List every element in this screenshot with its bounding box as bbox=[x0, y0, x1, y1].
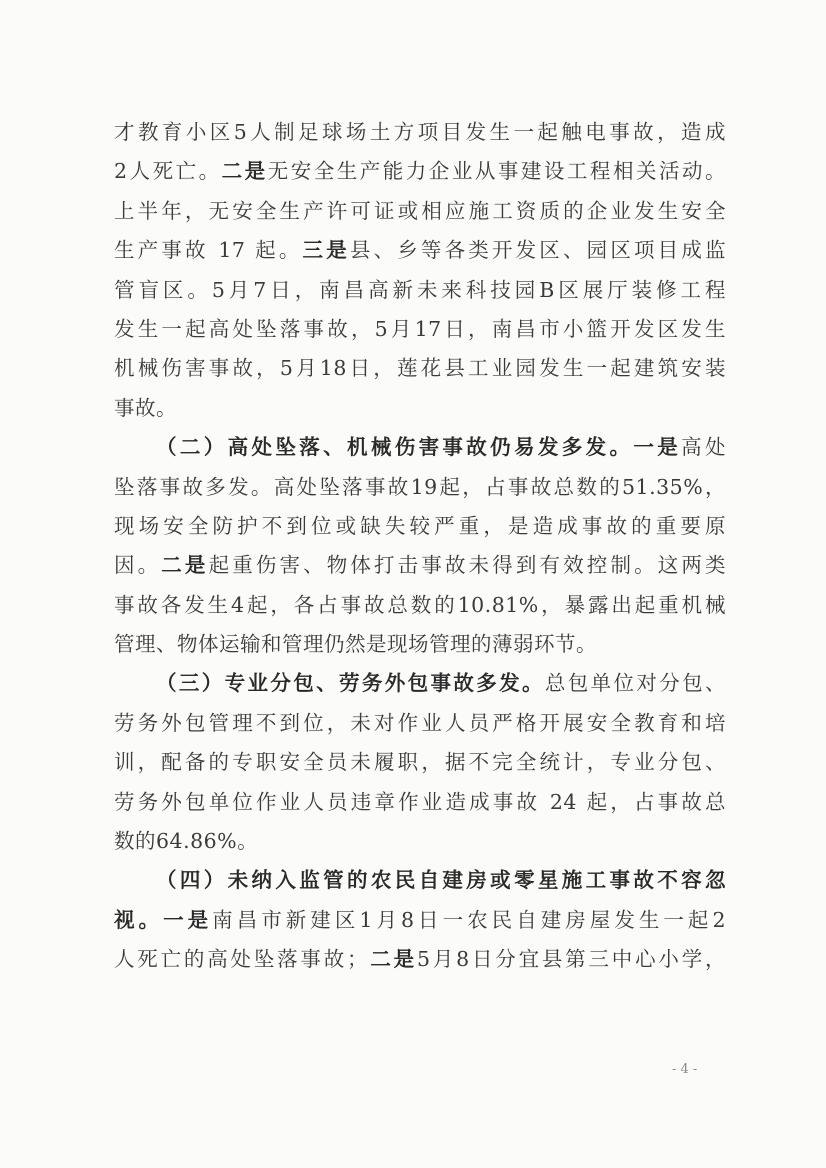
bold-text: 三是 bbox=[302, 238, 350, 263]
text-line bbox=[114, 192, 726, 231]
text-segment: 坠落事故多发。高处坠落事故19起，占事故总数的51.35%， bbox=[114, 474, 726, 499]
text-line bbox=[114, 349, 726, 388]
text-segment: 总包单位对分包、 bbox=[544, 671, 726, 696]
text-segment: 训，配备的专职安全员未履职，据不完全统计，专业分包、 bbox=[114, 750, 726, 775]
text-line bbox=[114, 783, 726, 822]
text-line bbox=[114, 586, 726, 625]
text-line bbox=[114, 113, 726, 152]
text-segment: 劳务外包管理不到位，未对作业人员严格开展安全教育和培 bbox=[114, 710, 726, 735]
bold-text: （三）专业分包、劳务外包事故多发。 bbox=[156, 671, 545, 696]
text-segment: 机械伤害事故，5月18日，莲花县工业园发生一起建筑安装 bbox=[114, 356, 726, 381]
text-segment: 发生一起高处坠落事故，5月17日，南昌市小篮开发区发生 bbox=[114, 316, 726, 341]
text-segment: 5月8日分宜县第三中心小学， bbox=[416, 947, 727, 972]
text-segment: 事故各发生4起，各占事故总数的10.81%，暴露出起重机械 bbox=[114, 592, 726, 617]
bold-text: 一是 bbox=[633, 435, 682, 460]
paragraph-heading-line bbox=[114, 664, 726, 703]
text-segment: 2人死亡。 bbox=[114, 159, 222, 184]
text-segment: 南昌市新建区1月8日一农民自建房屋发生一起2 bbox=[212, 907, 727, 932]
text-segment: 劳务外包单位作业人员违章作业造成事故 24 起，占事故总 bbox=[114, 789, 726, 814]
bold-text: 二是 bbox=[368, 947, 417, 972]
text-line bbox=[114, 310, 726, 349]
text-line bbox=[114, 822, 726, 861]
page-number: - 4 - bbox=[672, 1062, 698, 1077]
text-segment: 现场安全防护不到位或缺失较严重，是造成事故的重要原 bbox=[114, 513, 726, 538]
text-line bbox=[114, 231, 726, 270]
bold-text: 二是 bbox=[221, 159, 268, 184]
bold-text: 二是 bbox=[161, 553, 209, 578]
text-segment: 高处 bbox=[681, 435, 727, 460]
text-segment: 管理、物体运输和管理仍然是现场管理的薄弱环节。 bbox=[114, 632, 597, 657]
text-line bbox=[114, 468, 726, 507]
text-segment: 上半年，无安全生产许可证或相应施工资质的企业发生安全 bbox=[114, 198, 726, 223]
text-segment: 县、乡等各类开发区、园区项目成监 bbox=[349, 238, 727, 263]
document-body bbox=[114, 113, 726, 980]
bold-text: （四）未纳入监管的农民自建房或零星施工事故不容忽 bbox=[156, 868, 726, 893]
text-line bbox=[114, 389, 726, 428]
text-line bbox=[114, 704, 726, 743]
paragraph-heading-line bbox=[114, 861, 726, 900]
text-line bbox=[114, 271, 726, 310]
text-line bbox=[114, 901, 726, 940]
text-line bbox=[114, 940, 726, 979]
text-line bbox=[114, 546, 726, 585]
text-segment: 无安全生产能力企业从事建设工程相关活动。 bbox=[267, 159, 727, 184]
text-segment: 管盲区。5月7日，南昌高新未来科技园B区展厅装修工程 bbox=[114, 277, 726, 302]
text-segment: 数的64.86%。 bbox=[114, 829, 259, 854]
text-segment: 生产事故 17 起。 bbox=[114, 238, 303, 263]
text-line bbox=[114, 507, 726, 546]
text-segment: 因。 bbox=[114, 553, 162, 578]
text-line bbox=[114, 152, 726, 191]
text-segment: 事故。 bbox=[114, 395, 177, 420]
text-segment: 才教育小区5人制足球场土方项目发生一起触电事故，造成 bbox=[114, 120, 726, 144]
text-segment: 人死亡的高处坠落事故； bbox=[114, 947, 369, 972]
text-line bbox=[114, 625, 726, 664]
bold-text: （二）高处坠落、机械伤害事故仍易发多发。 bbox=[156, 435, 634, 460]
text-line bbox=[114, 743, 726, 782]
text-segment: 起重伤害、物体打击事故未得到有效控制。这两类 bbox=[208, 553, 727, 578]
paragraph-heading-line bbox=[114, 428, 726, 467]
bold-text: 一是 bbox=[163, 907, 213, 932]
bold-text: 视。 bbox=[114, 907, 164, 932]
